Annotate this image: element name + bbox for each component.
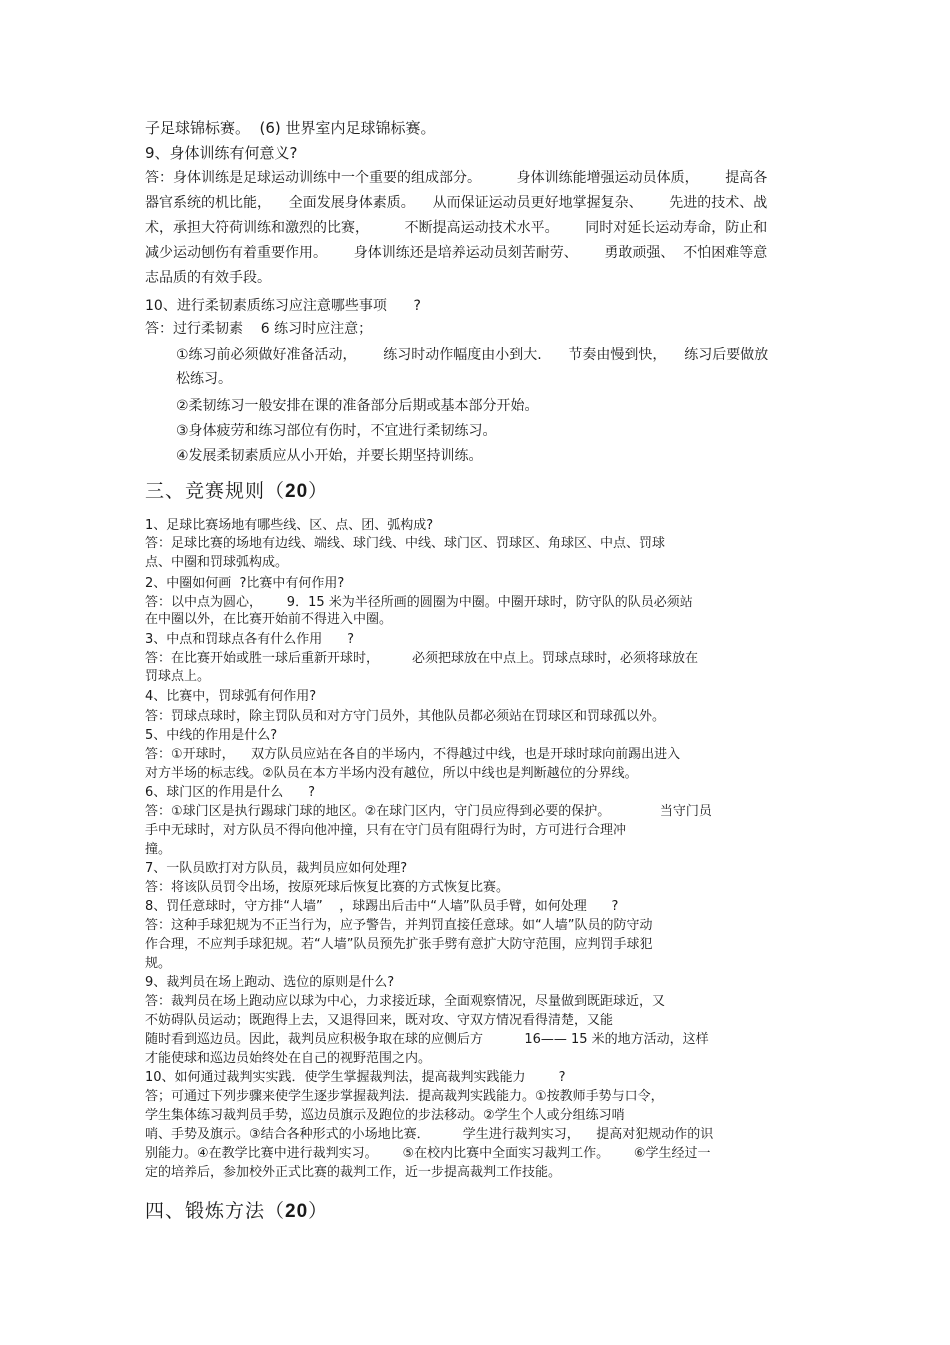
q10-answer-intro: 答：过行柔韧素 6 练习时应注意；: [145, 321, 373, 337]
rules-line: 答：以中点为圆心， 9．15 米为半径所画的圆圈为中圈。中圈开球时，防守队的队员必须站: [145, 595, 693, 610]
section-4-score: 20: [285, 1201, 309, 1222]
rules-line: 撞。: [145, 842, 172, 857]
rules-line: 4、比赛中，罚球弧有何作用?: [145, 689, 317, 704]
rules-line: 答：足球比赛的场地有边线、端线、球门线、中线、球门区、罚球区、角球区、中点、罚球: [145, 536, 666, 551]
q10-list-item: 松练习。: [176, 371, 232, 387]
section-4-title: 四、锻炼方法（: [145, 1200, 286, 1222]
rules-line: 7、一队员欧打对方队员，裁判员应如何处理?: [145, 861, 408, 876]
q9-answer-line: 减少运动刨伤有着重要作用。 身体训练还是培养运动员刻苦耐劳、 勇敢顽强、 不怕困难等意: [145, 245, 768, 261]
section-8-tail-text: 子足球锦标赛。 (6) 世界室内足球锦标赛。: [145, 119, 436, 137]
rules-line: 别能力。④在教学比赛中进行裁判实习。 ⑤在校内比赛中全面实习裁判工作。 ⑥学生经过一: [145, 1146, 711, 1161]
rules-line: 点、中圈和罚球弧构成。: [145, 555, 289, 570]
section-3-title: 三、竞赛规则（: [145, 480, 286, 502]
section-4-heading: [145, 1202, 328, 1221]
q10-list-item: ④发展柔韧素质应从小开始，并要长期坚持训练。: [176, 448, 483, 464]
rules-line: 6、球门区的作用是什么 ?: [145, 785, 315, 800]
rules-line: 哨、手势及旗示。③结合各种形式的小场地比赛． 学生进行裁判实习， 提高对犯规动作的识: [145, 1127, 714, 1142]
rules-line: 答：裁判员在场上跑动应以球为中心，力求接近球，全面观察情况，尽量做到既距球近，又: [145, 994, 666, 1009]
rules-line: 定的培养后，参加校外正式比赛的裁判工作，近一步提高裁判工作技能。: [145, 1165, 562, 1180]
rules-line: 罚球点上。: [145, 669, 211, 684]
rules-line: 学生集体练习裁判员手势，巡边员旗示及跑位的步法移动。②学生个人或分组练习哨: [145, 1108, 625, 1123]
rules-line: 在中圈以外，在比赛开始前不得进入中圈。: [145, 612, 393, 627]
q9-answer-line: 器官系统的机比能， 全面发展身体素质。 从而保证运动员更好地掌握复杂、 先进的技术、战: [145, 195, 768, 211]
q10-list-item: ②柔韧练习一般安排在课的准备部分后期或基本部分开始。: [176, 398, 539, 414]
rules-line: 答：这种手球犯规为不正当行为，应予警告，并判罚直接任意球。如“人墙”队员的防守动: [145, 918, 653, 933]
rules-line: 9、裁判员在场上跑动、选位的原则是什么?: [145, 975, 395, 990]
q9-answer-line: 术，承担大符荷训练和激烈的比赛， 不断提高运动技术水平。 同时对延长运动寿命，防止和: [145, 220, 768, 236]
rules-line: 答：罚球点球时，除主罚队员和对方守门员外，其他队员都必须站在罚球区和罚球孤以外。: [145, 709, 666, 724]
rules-line: 才能使球和巡边员始终处在自己的视野范围之内。: [145, 1051, 432, 1066]
rules-line: 答：在比赛开始或胜一球后重新开球时， 必须把球放在中点上。罚球点球时，必须将球放在: [145, 651, 699, 666]
rules-line: 3、中点和罚球点各有什么作用 ?: [145, 632, 354, 647]
rules-line: 8、罚任意球时，守方排“人墙” ，球踢出后击中“人墙”队员手臂，如何处理 ?: [145, 899, 619, 914]
rules-line: 不妨碍队员运动；既跑得上去，又退得回来，既对攻、守双方情况看得清楚，又能: [145, 1013, 614, 1028]
rules-line: 对方半场的标志线。②队员在本方半场内没有越位，所以中线也是判断越位的分界线。: [145, 766, 638, 781]
q10-list-item: ①练习前必须做好准备活动， 练习时动作幅度由小到大. 节奏由慢到快， 练习后要做放: [176, 347, 769, 363]
rules-line: 1、足球比赛场地有哪些线、区、点、团、弧构成?: [145, 518, 434, 533]
q9-question: 9、身体训练有何意义?: [145, 144, 298, 162]
rules-line: 10、如何通过裁判实实践．使学生掌握裁判法，提高裁判实践能力 ?: [145, 1070, 566, 1085]
rules-line: 手中无球时，对方队员不得向他冲撞，只有在守门员有阻碍行为时，方可进行合理冲: [145, 823, 627, 838]
q10-list-item: ③身体疲劳和练习部位有伤时，不宜进行柔韧练习。: [176, 423, 497, 439]
q9-answer-line: 志品质的有效手段。: [145, 270, 271, 286]
q10-question: 10、进行柔韧素质练习应注意哪些事项 ?: [145, 298, 421, 314]
rules-line: 答：将该队员罚令出场，按原死球后恢复比赛的方式恢复比赛。: [145, 880, 510, 895]
rules-line: 答；可通过下列步骤来使学生逐步掌握裁判法．提高裁判实践能力。①按教师手势与口令，: [145, 1089, 664, 1104]
rules-line: 2、中圈如何画 ?比赛中有何作用?: [145, 576, 345, 591]
section-3-close: ）: [308, 480, 329, 502]
section-3-score: 20: [285, 481, 309, 502]
section-3-heading: [145, 482, 328, 501]
rules-line: 作合理，不应判手球犯规。若“人墙”队员预先扩张手劈有意扩大防守范围，应判罚手球犯: [145, 937, 653, 952]
rules-line: 随时看到巡边员。因此，裁判员应积极争取在球的应侧后方 16—— 15 米的地方活动，这样: [145, 1032, 709, 1047]
q9-answer-line: 答：身体训练是足球运动训练中一个重要的组成部分。 身体训练能增强运动员体质， 提高各: [145, 170, 768, 186]
rules-line: 规。: [145, 956, 172, 971]
rules-line: 答：①开球时， 双方队员应站在各自的半场内，不得越过中线，也是开球时球向前踢出进入: [145, 747, 681, 762]
rules-line: 5、中线的作用是什么?: [145, 728, 278, 743]
section-4-close: ）: [308, 1200, 329, 1222]
rules-line: 答：①球门区是执行踢球门球的地区。②在球门区内，守门员应得到必要的保护。 当守门员: [145, 804, 712, 819]
